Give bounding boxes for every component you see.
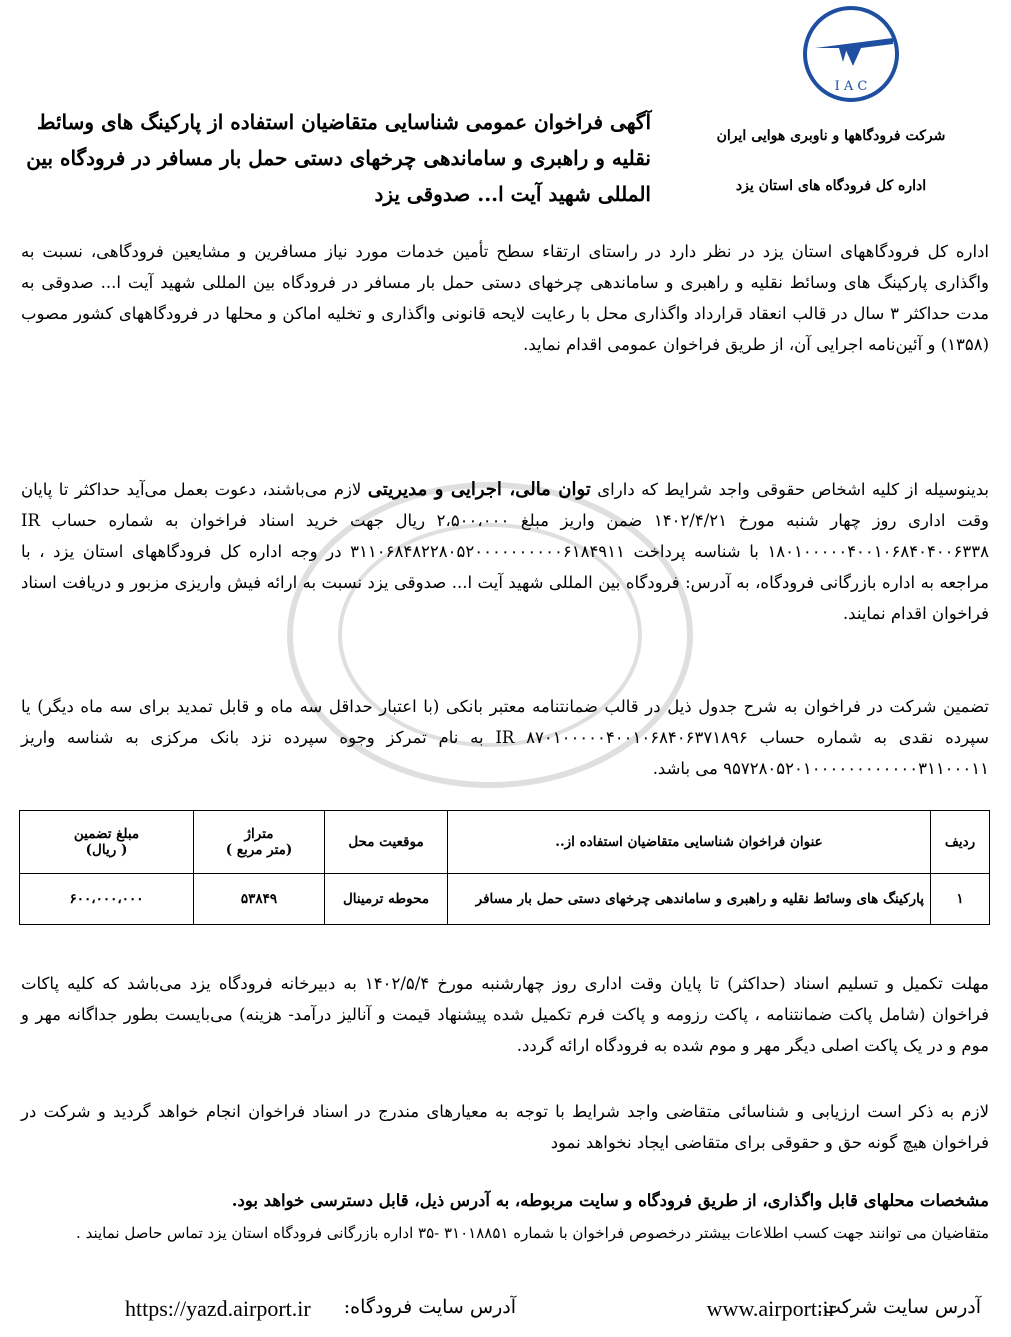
- cell-area: ۵۳۸۴۹: [194, 874, 325, 925]
- col-area-line2: (متر مربع ): [225, 842, 293, 858]
- col-row: ردیف: [931, 811, 990, 874]
- page-title: آگهی فراخوان عمومی شناسایی متقاضیان استفاده از پارکینگ های وسائط نقلیه و راهبری و ساماندهی چرخهای دستی حمل بار مسافر در فرودگاه بین المللی شهید آیت ا... صدوقی یزد: [26, 110, 651, 206]
- footer: [0, 1290, 1011, 1330]
- specs-paragraph: مشخصات محلهای قابل واگذاری، از طریق فرودگاه و سایت مربوطه، به آدرس ذیل، قابل دسترسی خواهد بود.: [231, 1191, 989, 1210]
- tender-table: [19, 810, 990, 925]
- invitation-paragraph: [21, 474, 989, 629]
- deadline-paragraph: مهلت تکمیل و تسلیم اسناد (حداکثر) تا پایان وقت اداری روز چهارشنبه مورخ ۱۴۰۲/۵/۴ به دبیرخانه فرودگاه یزد می‌باشد که کلیه پاکات فراخوان (شامل پاکت ضمانتنامه ، پاکت رزومه و پاکت فرم تکمیل شده پیشنهاد قیمت و آنالیز درآمد- هزینه) می‌بایست بطور جداگانه مهر و موم و در یک پاکت اصلی دیگر مهر و موم شده به فرودگاه ارائه گردد.: [21, 974, 990, 1055]
- cell-row: ۱: [931, 874, 990, 925]
- company-site-link[interactable]: www.airport.ir: [706, 1296, 836, 1321]
- iac-logo: [801, 4, 901, 104]
- contact-paragraph: متقاضیان می توانند جهت کسب اطلاعات بیشتر درخصوص فراخوان با شماره ۳۱۰۱۸۸۵۱ -۳۵ اداره بازرگانی فرودگاه استان یزد تماس حاصل نمایند .: [76, 1224, 989, 1242]
- cell-title: پارکینگ های وسائط نقلیه و راهبری و ساماندهی چرخهای دستی حمل بار مسافر: [448, 874, 931, 925]
- airport-site-label: آدرس سایت فرودگاه:: [343, 1296, 516, 1318]
- col-amount: [20, 811, 194, 874]
- col-area: [194, 811, 325, 874]
- table-header-row: [20, 811, 990, 874]
- org-subtitle: اداره کل فرودگاه های استان یزد: [735, 178, 927, 194]
- col-location: موقعیت محل: [325, 811, 448, 874]
- col-title: عنوان فراخوان شناسایی متقاضیان استفاده از..: [448, 811, 931, 874]
- intro-paragraph: اداره کل فرودگاههای استان یزد در نظر دارد در راستای ارتقاء سطح تأمین خدمات مورد نیاز مسافرین و مشایعین فرودگاهی، نسبت به واگذاری پارکینگ های وسائط نقلیه و راهبری و ساماندهی چرخهای دستی حمل بار مسافر در فرودگاه بین المللی شهید آیت ا... صدوقی به مدت حداکثر ۳ سال در قالب انعقاد قرارداد واگذاری محل با رعایت لایحه قانونی واگذاری و تخلیه اماکن و محلها در فرودگاههای کشور مصوب (۱۳۵۸) و آئین‌نامه اجرایی آن، از طریق فراخوان عمومی اقدام نماید.: [21, 242, 990, 354]
- col-amount-line1: مبلغ تضمین: [73, 826, 140, 842]
- col-area-line1: متراژ: [244, 826, 274, 842]
- evaluation-paragraph: لازم به ذکر است ارزیابی و شناسائی متقاضی واجد شرایط با توجه به معیارهای مندرج در اسناد فراخوان انجام خواهد گردید و شرکت در فراخوان هیچ گونه حق و حقوقی برای متقاضی ایجاد نخواهد نمود: [21, 1102, 989, 1152]
- airport-site-link[interactable]: https://yazd.airport.ir: [125, 1296, 311, 1321]
- logo-text: I A C: [834, 79, 868, 94]
- invitation-part-a: بدینوسیله از کلیه اشخاص حقوقی واجد شرایط که دارای: [590, 480, 989, 499]
- guarantee-paragraph: تضمین شرکت در فراخوان به شرح جدول ذیل در قالب ضمانتنامه معتبر بانکی (با اعتبار حداقل سه ماه و قابل تمدید برای سه ماه دیگر) یا سپرده نقدی به شماره حساب IR ۸۷۰۱۰۰۰۰۰۴۰۰۱۰۶۸۴۰۶۳۷۱۸۹۶ به نام تمرکز وجوه سپرده نزد بانک مرکزی به شناسه واریز ۹۵۷۲۸۰۵۲۰۱۰۰۰۰۰۰۰۰۰۰۰۰۳۱۱۰۰۰۱۱ می باشد.: [21, 697, 989, 778]
- invitation-highlight: توان مالی، اجرایی و مدیریتی: [367, 479, 591, 500]
- company-site-label: آدرس سایت شرکت:: [816, 1296, 981, 1318]
- table-row: [20, 874, 990, 925]
- cell-amount: ۶۰۰،۰۰۰،۰۰۰: [20, 874, 194, 925]
- org-name: شرکت فرودگاهها و ناوبری هوایی ایران: [716, 128, 946, 144]
- col-amount-line2: ( ریال): [85, 842, 128, 858]
- invitation-part-c: لازم می‌باشند، دعوت بعمل می‌آید حداکثر تا پایان وقت اداری روز چهار شنبه مورخ ۱۴۰۲/۴/۲۱ ضمن واریز مبلغ ۲،۵۰۰،۰۰۰ ریال جهت خرید اسناد فراخوان به شماره حساب IR ۱۸۰۱۰۰۰۰۰۴۰۰۱۰۶۸۴۰۴۰۰۶۳۳۸ با شناسه پرداخت ۳۱۱۰۶۸۴۸۲۲۸۰۵۲۰۰۰۰۰۰۰۰۰۰۶۱۸۴۹۱۱ در وجه اداره کل فرودگاههای استان یزد ، با مراجعه به اداره بازرگانی فرودگاه، به آدرس: فرودگاه بین المللی شهید آیت ا... صدوقی یزد نسبت به ارائه فیش واریزی مزبور و دریافت اسناد فراخوان اقدام نمایند.: [21, 480, 990, 623]
- cell-location: محوطه ترمینال: [325, 874, 448, 925]
